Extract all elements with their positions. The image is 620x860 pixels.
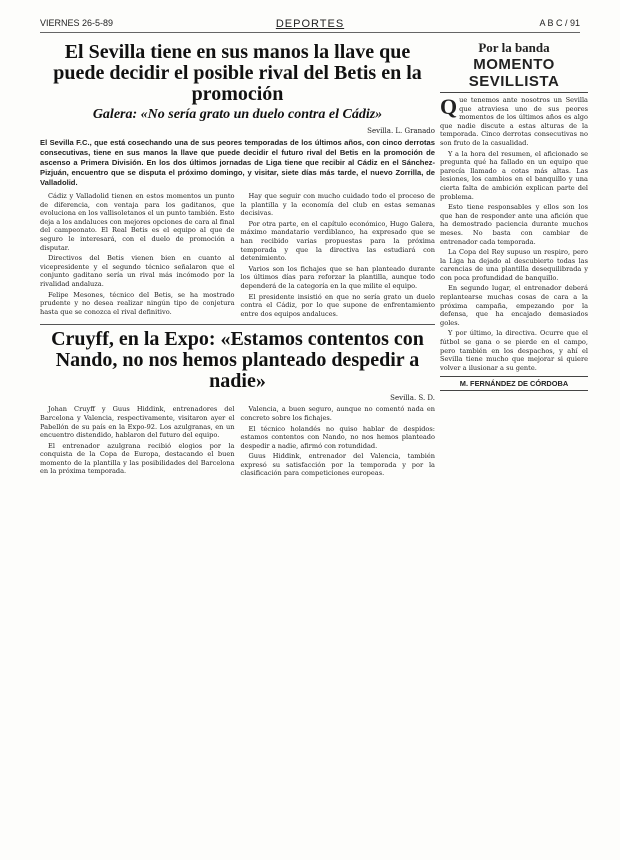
paragraph: Varios son los fichajes que se han planteado durante los últimos días para reforzar la plantilla, aunque todo dependerá de la categoría en la que milite el equipo.: [240, 264, 435, 290]
paragraph: El presidente insistió en que no sería grato un duelo contra el Cádiz, por lo que supone de enfrentamiento entre dos equipos andaluces.: [240, 292, 435, 318]
article1-subtitle: Galera: «No sería grato un duelo contra el Cádiz»: [92, 107, 383, 122]
column-kicker: Por la banda: [478, 40, 550, 55]
paragraph: El técnico holandés no quiso hablar de despidos: estamos contentos con Nando, no nos hemos planteado despedir a nadie, afirmó con rotundidad.: [240, 424, 435, 450]
article1-lead: El Sevilla F.C., que está cosechando una de sus peores temporadas de los últimos años, con cinco derrotas consecutivas, tiene en sus manos la llave que puede decidir el futuro rival del Betis en la promoción de ascenso a Primera División. En los dos últimos jornadas de Liga tiene que recibir al Cádiz en el Sánchez-Pizjuán, encuentro que se disputa el próximo domingo, y visitar, siete días más tarde, el nuevo Zorrilla, de Valladolid.: [40, 138, 435, 187]
paragraph: Cádiz y Valladolid tienen en estos momentos un punto de diferencia, con ventaja para los gaditanos, que evoluciona en los vallisoletanos el un punto también. Esto deja a los andaluces con mejores opciones de cara al final del campeonato. El Real Betis es el equipo al que de seguro le interesará, con el duelo de promoción a disputar.: [40, 192, 235, 252]
column-title: MOMENTO SEVILLISTA: [440, 56, 588, 93]
article2-col1: [40, 405, 235, 480]
paragraph: Hay que seguir con mucho cuidado todo el proceso de la plantilla y la economía del club en estas semanas decisivas.: [240, 192, 435, 218]
paragraph: La Copa del Rey supuso un respiro, pero la Liga ha dejado al descubierto todas las carencias de una plantilla desequilibrada y con poca profundidad de banquillo.: [440, 248, 588, 282]
paragraph: Y a la hora del resumen, el aficionado se pregunta qué ha fallado en un equipo que parecía llamado a cotas más altas. Las lesiones, los cambios en el banquillo y una cierta falta de ambición explican parte del problema.: [440, 149, 588, 201]
paragraph-text: ue tenemos ante nosotros un Sevilla que atraviesa uno de sus peores momentos de los últimos años es algo que nadie discute a estas alturas de la temporada. Cinco derrotas consecutivas no son fruto de la casualidad.: [440, 96, 588, 147]
main-column: [40, 38, 435, 480]
paragraph: El entrenador azulgrana recibió elogios por la conquista de la Copa de Europa, destacando el buen momento de la plantilla y las posibilidades del Barcelona en la próxima temporada.: [40, 441, 235, 476]
article-sevilla: [40, 42, 435, 320]
paragraph: Esto tiene responsables y ellos son los que han de responder ante una afición que ha demostrado paciencia durante muchos meses. No basta con cambiar de entrenador cada temporada.: [440, 203, 588, 246]
paragraph: Guus Hiddink, entrenador del Valencia, también expresó su satisfacción por la temporada y por la clasificación para competiciones europeas.: [240, 452, 435, 478]
article2-col2: [241, 405, 436, 480]
article2-title: Cruyff, en la Expo: «Estamos contentos con Nando, no nos hemos planteado despedir a nadie»: [51, 328, 424, 393]
divider: [40, 324, 435, 325]
paragraph: Valencia, a buen seguro, aunque no comentó nada en concreto sobre los fichajes.: [240, 405, 435, 422]
article1-body: [40, 192, 435, 320]
column-body: [440, 96, 588, 372]
paragraph: Directivos del Betis vienen bien en cuanto al vicepresidente y el segundo técnico señalaron que el conjunto gaditano sería un rival más incómodo por la rivalidad andaluza.: [40, 254, 235, 288]
article-cruyff: [40, 329, 435, 480]
article1-col1: [40, 192, 235, 320]
article2-body: [40, 405, 435, 480]
column-author: M. FERNÁNDEZ DE CÓRDOBA: [440, 376, 588, 391]
paragraph-first: [440, 96, 588, 148]
article1-col2: [241, 192, 436, 320]
page-number: A B C / 91: [539, 18, 580, 28]
paragraph: Felipe Mesones, técnico del Betis, se ha mostrado prudente y no desea realizar ningún tipo de conjetura hasta que se conozca el rival definitivo.: [40, 290, 235, 316]
opinion-column: [440, 38, 588, 391]
article1-byline: Sevilla. L. Granado: [367, 127, 435, 135]
section-title: DEPORTES: [275, 18, 345, 30]
page-header: [40, 18, 580, 33]
paragraph: En segundo lugar, el entrenador deberá replantearse muchas cosas de cara a la próxima campaña, empezando por la defensa, que ha encajado demasiados goles.: [440, 284, 588, 327]
paragraph: Por otra parte, en el capítulo económico, Hugo Galera, máximo mandatario verdiblanco, ha expresado que se han recibido varias propuestas para la próxima temporada y que la directiva las estudiará con detenimiento.: [240, 219, 435, 263]
article2-byline: Sevilla. S. D.: [390, 394, 435, 403]
paragraph: Johan Cruyff y Guus Hiddink, entrenadores del Barcelona y Valencia, respectivamente, visitaron ayer el Pabellón de su país en la Expo-92. Los azulgranas, en un encuentro distendido, hablaron del futuro del equipo.: [40, 405, 235, 440]
issue-date: VIERNES 26-5-89: [40, 18, 114, 28]
article1-title: El Sevilla tiene en sus manos la llave que puede decidir el posible rival del Betis en la promoción: [53, 41, 422, 105]
paragraph: Y por último, la directiva. Ocurre que el fútbol se gana o se pierde en el campo, pero también en los despachos, y ahí el Sevilla tiene mucho que mejorar si quiere volver a ilusionar a su gente.: [440, 329, 588, 372]
drop-cap: Q: [440, 94, 458, 119]
